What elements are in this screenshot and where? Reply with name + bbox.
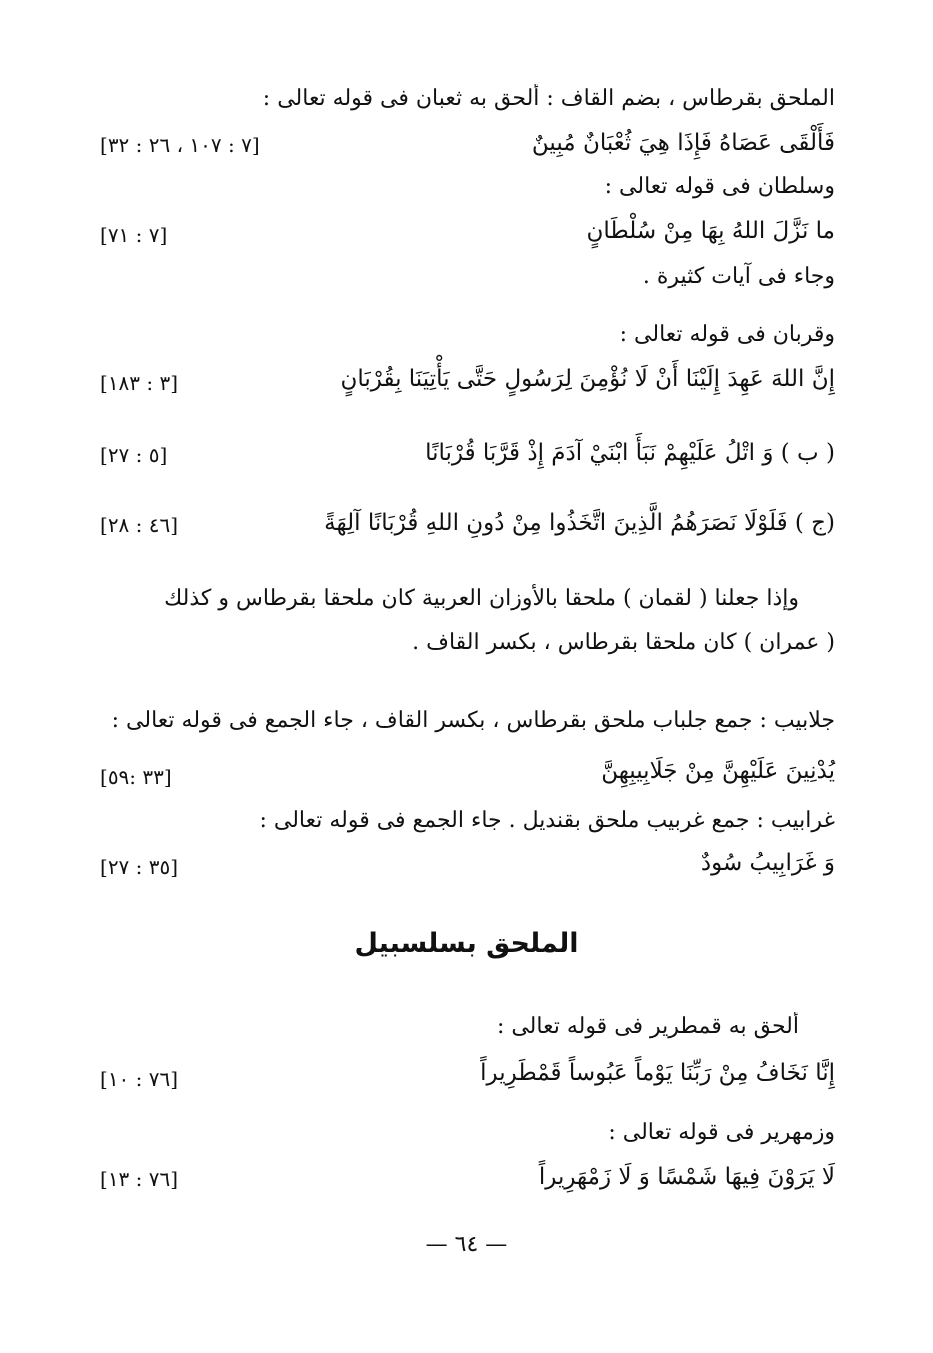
text-line: غرابيب : جمع غربيب ملحق بقنديل . جاء الجمع فى قوله تعالى : xyxy=(259,808,835,833)
quran-verse: (ج ) فَلَوْلَا نَصَرَهُمُ الَّذِينَ اتَّخَذُوا مِنْ دُونِ اللهِ قُرْبَانًا آلِهَةً xyxy=(324,510,835,536)
text-line: وإذا جعلنا ( لقمان ) ملحقا بالأوزان العربية كان ملحقا بقرطاس و كذلك xyxy=(164,586,799,611)
quran-verse: فَأَلْقَى عَصَاهُ فَإِذَا هِيَ ثُعْبَانٌ مُبِينٌ xyxy=(531,130,835,156)
quran-verse: إِنَّا نَخَافُ مِنْ رَبِّنَا يَوْماً عَبُوساً قَمْطَرِيراً xyxy=(480,1060,835,1086)
text-line: ألحق به قمطرير فى قوله تعالى : xyxy=(496,1014,799,1039)
verse-reference: [٧ : ١٠٧ ، ٢٦ : ٣٢] xyxy=(100,133,260,157)
page-number: — ٦٤ — xyxy=(425,1232,508,1257)
verse-reference: [٧٦ : ١٣] xyxy=(100,1167,179,1191)
quran-verse: ما نَزَّلَ اللهُ بِهَا مِنْ سُلْطَانٍ xyxy=(586,218,835,244)
text-line: وزمهرير فى قوله تعالى : xyxy=(608,1120,835,1145)
verse-reference: [٧٦ : ١٠] xyxy=(100,1067,179,1091)
verse-reference: [٣٥ : ٢٧] xyxy=(100,855,179,879)
verse-reference: [٤٦ : ٢٨] xyxy=(100,513,179,537)
quran-verse: وَ غَرَابِيبُ سُودٌ xyxy=(700,850,835,876)
verse-reference: [٣ : ١٨٣] xyxy=(100,371,179,395)
section-heading: الملحق بسلسبيل xyxy=(354,928,579,959)
text-line: وقربان فى قوله تعالى : xyxy=(619,322,835,347)
verse-reference: [٣٣ :٥٩] xyxy=(100,765,172,789)
quran-verse: لَا يَرَوْنَ فِيهَا شَمْسًا وَ لَا زَمْهَرِيراً xyxy=(538,1164,835,1190)
text-line: وسلطان فى قوله تعالى : xyxy=(604,174,835,199)
quran-verse: إِنَّ اللهَ عَهِدَ إِلَيْنَا أَنْ لَا نُؤْمِنَ لِرَسُولٍ حَتَّى يَأْتِيَنَا بِقُرْبَانٍ xyxy=(340,366,835,392)
text-line: جلابيب : جمع جلباب ملحق بقرطاس ، بكسر القاف ، جاء الجمع فى قوله تعالى : xyxy=(111,708,835,733)
quran-verse: ( ب ) وَ اتْلُ عَلَيْهِمْ نَبَأَ ابْنَيْ آدَمَ إِذْ قَرَّبَا قُرْبَانًا xyxy=(425,440,835,466)
verse-reference: [٧ : ٧١] xyxy=(100,223,168,247)
quran-verse: يُدْنِينَ عَلَيْهِنَّ مِنْ جَلَابِيبِهِنَّ xyxy=(601,758,835,784)
verse-reference: [٥ : ٢٧] xyxy=(100,443,168,467)
text-line: الملحق بقرطاس ، بضم القاف : ألحق به ثعبان فى قوله تعالى : xyxy=(262,86,835,111)
text-line: وجاء فى آيات كثيرة . xyxy=(642,264,835,289)
text-line: ( عمران ) كان ملحقا بقرطاس ، بكسر القاف . xyxy=(412,630,835,655)
